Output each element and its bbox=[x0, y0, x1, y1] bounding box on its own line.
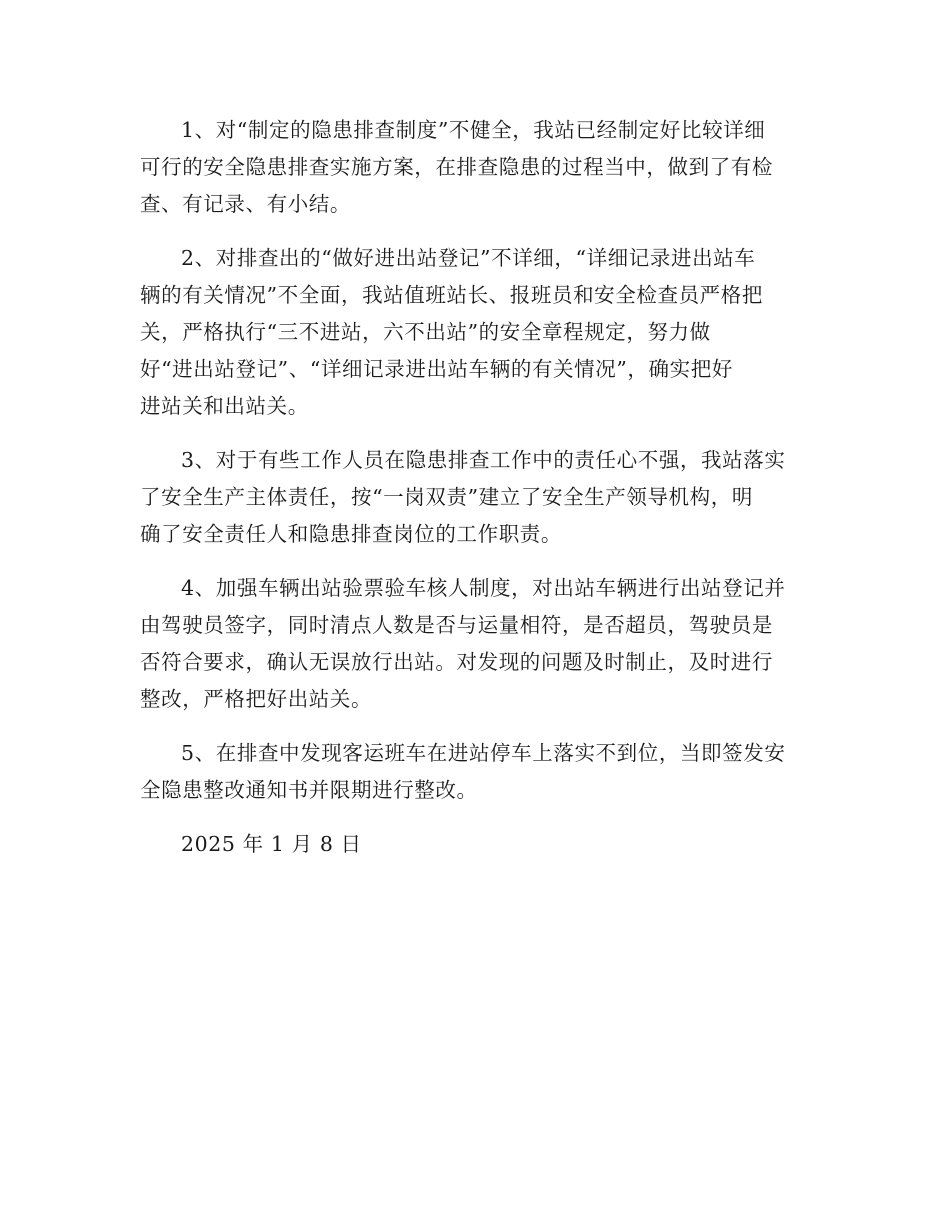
paragraph-line: 由驾驶员签字，同时清点人数是否与运量相符，是否超员，驾驶员是 bbox=[140, 613, 773, 637]
paragraph-line: 关，严格执行“三不进站，六不出站”的安全章程规定，努力做 bbox=[140, 320, 711, 344]
paragraph-5 bbox=[140, 735, 806, 809]
paragraph-line: 1、对“制定的隐患排查制度”不健全，我站已经制定好比较详细 bbox=[181, 118, 766, 142]
document-body bbox=[140, 112, 806, 863]
paragraph-line: 否符合要求，确认无误放行出站。对发现的问题及时制止，及时进行 bbox=[140, 650, 773, 674]
paragraph-2 bbox=[140, 240, 806, 425]
paragraph-line: 整改，严格把好出站关。 bbox=[140, 687, 373, 711]
paragraph-1 bbox=[140, 112, 806, 223]
paragraph-line: 2、对排查出的“做好进出站登记”不详细，“详细记录进出站车 bbox=[181, 246, 756, 270]
paragraph-line: 好“进出站登记”、“详细记录进出站车辆的有关情况”，确实把好 bbox=[140, 357, 733, 381]
paragraph-4 bbox=[140, 570, 806, 718]
paragraph-line: 5、在排查中发现客运班车在进站停车上落实不到位，当即签发安 bbox=[181, 741, 786, 765]
paragraph-line: 3、对于有些工作人员在隐患排查工作中的责任心不强，我站落实 bbox=[181, 448, 786, 472]
paragraph-line: 4、加强车辆出站验票验车核人制度，对出站车辆进行出站登记并 bbox=[181, 576, 786, 600]
paragraph-line: 进站关和出站关。 bbox=[140, 394, 309, 418]
paragraph-line: 查、有记录、有小结。 bbox=[140, 192, 351, 216]
paragraph-line: 辆的有关情况”不全面，我站值班站长、报班员和安全检查员严格把 bbox=[140, 283, 763, 307]
paragraph-line: 可行的安全隐患排查实施方案，在排查隐患的过程当中，做到了有检 bbox=[140, 155, 773, 179]
paragraph-line: 确了安全责任人和隐患排查岗位的工作职责。 bbox=[140, 522, 562, 546]
paragraph-line: 了安全生产主体责任，按“一岗双责”建立了安全生产领导机构，明 bbox=[140, 485, 753, 509]
paragraph-3 bbox=[140, 442, 806, 553]
document-date: 2025 年 1 月 8 日 bbox=[181, 832, 362, 856]
paragraph-line: 全隐患整改通知书并限期进行整改。 bbox=[140, 778, 478, 802]
